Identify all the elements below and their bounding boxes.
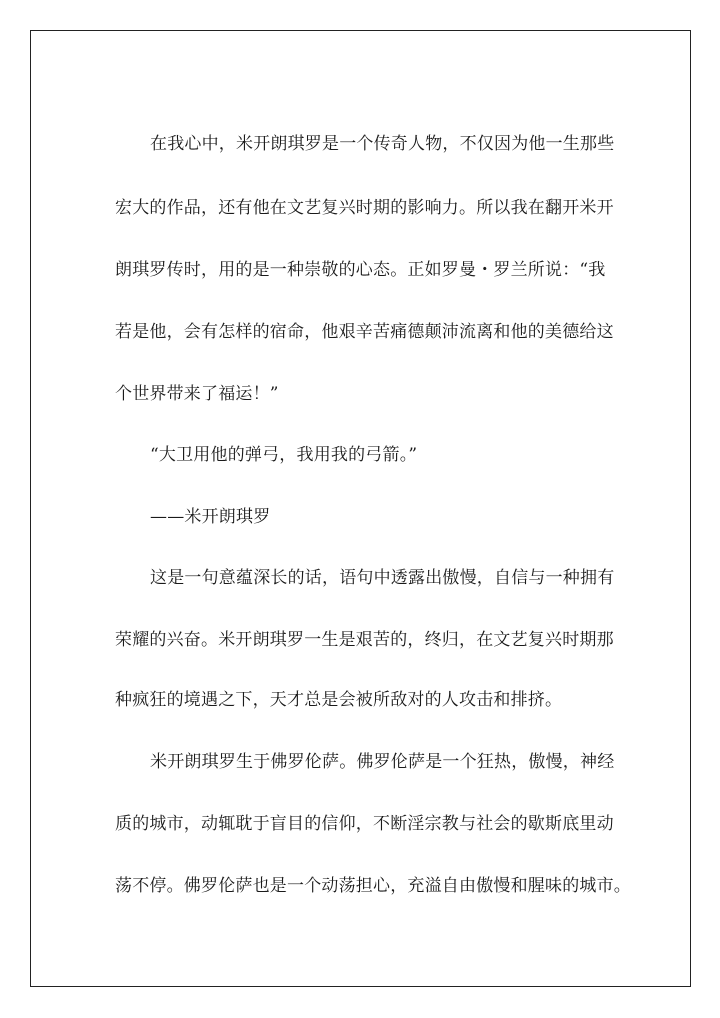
paragraph-1-line-5: 个世界带来了福运！” — [115, 384, 279, 404]
paragraph-3-line-2: 质的城市，动辄耽于盲目的信仰，不断淫宗教与社会的歇斯底里动 — [115, 814, 614, 834]
paragraph-1-line-1: 在我心中，米开朗琪罗是一个传奇人物，不仅因为他一生那些 — [150, 134, 615, 154]
paragraph-3-line-1: 米开朗琪罗生于佛罗伦萨。佛罗伦萨是一个狂热，傲慢，神经 — [150, 752, 615, 772]
paragraph-2-line-1: 这是一句意蕴深长的话，语句中透露出傲慢，自信与一种拥有 — [150, 568, 615, 588]
paragraph-1-line-2: 宏大的作品，还有他在文艺复兴时期的影响力。所以我在翻开米开 — [115, 198, 614, 218]
paragraph-3-line-3: 荡不停。佛罗伦萨也是一个动荡担心，充溢自由傲慢和腥味的城市。 — [115, 876, 631, 896]
page-border — [30, 30, 691, 987]
paragraph-1-line-4: 若是他，会有怎样的宿命，他艰辛苦痛德颠沛流离和他的美德给这 — [115, 322, 614, 342]
paragraph-2-line-2: 荣耀的兴奋。米开朗琪罗一生是艰苦的，终归，在文艺复兴时期那 — [115, 630, 614, 650]
paragraph-1-line-3: 朗琪罗传时，用的是一种崇敬的心态。正如罗曼・罗兰所说：“我 — [115, 260, 606, 280]
paragraph-2-line-3: 种疯狂的境遇之下，天才总是会被所敌对的人攻击和排挤。 — [115, 690, 563, 710]
quote-line: “大卫用他的弹弓，我用我的弓箭。” — [150, 445, 418, 465]
quote-attribution: ——米开朗琪罗 — [150, 507, 271, 527]
